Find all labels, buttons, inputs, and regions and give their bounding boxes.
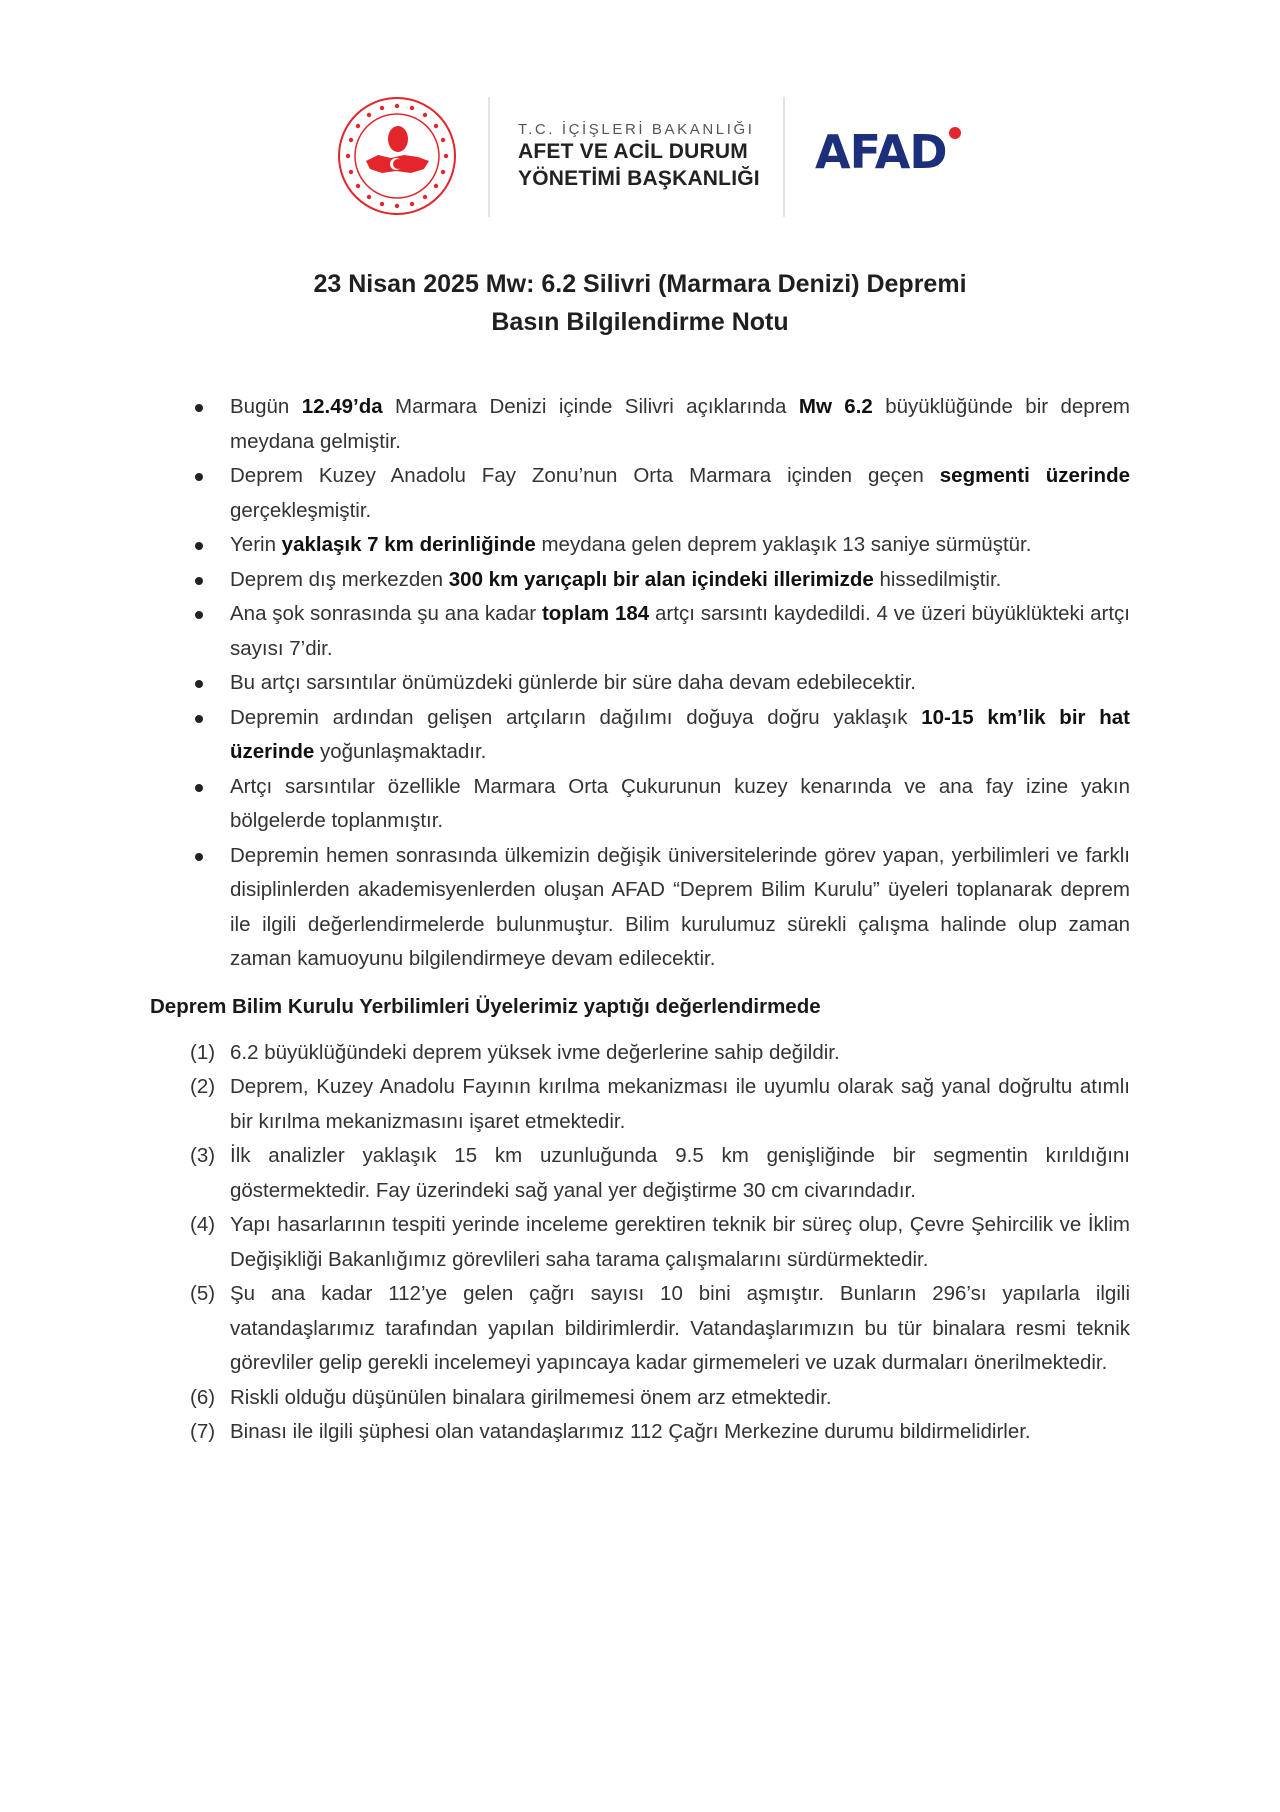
letterhead	[0, 95, 1280, 220]
text: Deprem dış merkezden	[230, 567, 449, 591]
numbered-item	[150, 1208, 1130, 1277]
bullet-dot-icon	[195, 853, 203, 861]
text: Artçı sarsıntılar özellikle Marmara Orta Çukurunun kuzey kenarında ve ana fay izine yakın bölgelerde toplanmıştır.	[230, 774, 1130, 832]
bullet-dot-icon	[195, 715, 203, 723]
title-line-1: 23 Nisan 2025 Mw: 6.2 Silivri (Marmara Denizi) Depremi	[313, 270, 967, 298]
text: Bugün	[230, 395, 302, 418]
bullet-item	[150, 459, 1130, 528]
item-number: (3)	[190, 1144, 216, 1167]
item-number: (6)	[190, 1385, 216, 1409]
text: büyüklüğünde bir deprem meydana gelmiştir.	[230, 395, 1130, 453]
bullet-item	[150, 666, 1130, 701]
text: gerçekleşmiştir.	[230, 498, 372, 522]
bold-text: yaklaşık 7 km derinliğinde	[281, 533, 536, 556]
bullet-item	[150, 597, 1130, 666]
item-text: Şu ana kadar 112’ye gelen çağrı sayısı 10 bini aşmıştır. Bunların 296’sı yapılarla ilgili vatandaşlarımız tarafından yapılan bildirimlerdir. Vatandaşlarımızın bu tür binalara resmi teknik görevliler gelip gerekli incelemeyi yapıncaya kadar girmemeleri ve uzak durmaları önerilmektedir.	[230, 1282, 1130, 1374]
item-text: Yapı hasarlarının tespiti yerinde inceleme gerektiren teknik bir süreç olup, Çevre Şehircilik ve İklim Değişikliği Bakanlığımız görevlileri saha tarama çalışmalarını sürdürmektedir.	[230, 1213, 1130, 1271]
bullet-item	[150, 390, 1130, 459]
bullet-item	[150, 701, 1130, 770]
item-text: Riskli olduğu düşünülen binalara girilmemesi önem arz etmektedir.	[230, 1385, 832, 1409]
text: Yerin	[230, 533, 282, 556]
ministry-emblem-icon	[336, 95, 458, 217]
numbered-item	[150, 1381, 1130, 1416]
bullet-dot-icon	[195, 404, 203, 412]
bullet-item	[150, 839, 1130, 977]
text: artçı sarsıntı kaydedildi. 4 ve üzeri büyüklükteki artçı sayısı 7’dir.	[230, 602, 1130, 660]
item-number: (7)	[190, 1420, 216, 1443]
bullet-dot-icon	[195, 473, 203, 481]
numbered-item	[150, 1070, 1130, 1139]
bullet-item	[150, 770, 1130, 839]
text: Ana şok sonrasında şu ana kadar	[230, 602, 542, 625]
letterhead-divider	[488, 97, 490, 217]
turkish-flag-icon	[949, 127, 961, 139]
afad-logo-text: AFAD	[815, 125, 947, 179]
section-subheading: Deprem Bilim Kurulu Yerbilimleri Üyelerimiz yaptığı değerlendirmede	[150, 994, 821, 1018]
numbered-list	[150, 1036, 1130, 1450]
numbered-item	[150, 1139, 1130, 1208]
text: Marmara Denizi içinde Silivri açıklarında	[382, 395, 799, 418]
bold-text: 10-15 km’lik bir hat üzerinde	[230, 705, 1130, 763]
item-number: (1)	[190, 1040, 216, 1064]
bold-text: Mw 6.2	[798, 395, 873, 418]
text: Depremin hemen sonrasında ülkemizin değişik üniversitelerinde görev yapan, yerbilimleri ve farklı disiplinlerden akademisyenlerden oluşan AFAD “Deprem Bilim Kurulu” üyeleri toplanarak deprem ile ilgili değerlendirmelerde bulunmuştur. Bilim kurulumuz sürekli çalışma halinde olup zaman zaman kamuoyunu bilgilendirmeye devam edilecektir.	[230, 843, 1130, 970]
bullet-dot-icon	[195, 611, 203, 619]
bold-text: 300 km yarıçaplı bir alan içindeki illerimizde	[448, 567, 874, 591]
ministry-line-2: AFET VE ACİL DURUM	[518, 140, 748, 163]
bold-text: 12.49’da	[301, 395, 383, 418]
item-text: 6.2 büyüklüğündeki deprem yüksek ivme değerlerine sahip değildir.	[230, 1040, 840, 1064]
bullet-dot-icon	[195, 577, 203, 585]
bullet-dot-icon	[195, 784, 203, 792]
item-number: (5)	[190, 1282, 216, 1305]
numbered-item	[150, 1277, 1130, 1381]
bullet-list	[150, 390, 1130, 977]
bullet-item	[150, 563, 1130, 598]
text: hissedilmiştir.	[873, 567, 1002, 591]
text: Deprem Kuzey Anadolu Fay Zonu’nun Orta Marmara içinden geçen	[230, 464, 940, 487]
ministry-line-1: T.C. İÇİŞLERİ BAKANLIĞI	[518, 121, 755, 138]
text: meydana gelen deprem yaklaşık 13 saniye sürmüştür.	[535, 533, 1032, 556]
item-text: Deprem, Kuzey Anadolu Fayının kırılma mekanizması ile uyumlu olarak sağ yanal doğrultu atımlı bir kırılma mekanizmasını işaret etmektedir.	[230, 1075, 1130, 1133]
afad-logo	[815, 125, 947, 179]
ministry-line-3: YÖNETİMİ BAŞKANLIĞI	[518, 167, 760, 190]
numbered-item	[150, 1036, 1130, 1071]
text: Depremin ardından gelişen artçıların dağılımı doğuya doğru yaklaşık	[230, 705, 922, 729]
text: yoğunlaşmaktadır.	[314, 740, 487, 763]
ministry-name	[518, 121, 778, 192]
bullet-dot-icon	[195, 542, 203, 550]
text: Bu artçı sarsıntılar önümüzdeki günlerde bir süre daha devam edebilecektir.	[230, 671, 916, 694]
item-number: (4)	[190, 1213, 216, 1236]
item-text: Binası ile ilgili şüphesi olan vatandaşlarımız 112 Çağrı Merkezine durumu bildirmelidirler.	[230, 1420, 1031, 1443]
letterhead-divider	[783, 97, 785, 217]
document-title	[0, 265, 1280, 341]
item-text: İlk analizler yaklaşık 15 km uzunluğunda 9.5 km genişliğinde bir segmentin kırıldığını göstermektedir. Fay üzerindeki sağ yanal yer değiştirme 30 cm civarındadır.	[230, 1144, 1130, 1202]
title-line-2: Basın Bilgilendirme Notu	[491, 308, 789, 336]
bold-text: toplam 184	[541, 602, 650, 625]
bold-text: segmenti üzerinde	[939, 464, 1130, 487]
bullet-item	[150, 528, 1130, 563]
item-number: (2)	[190, 1075, 216, 1098]
document-body	[150, 390, 1130, 1450]
bullet-dot-icon	[195, 680, 203, 688]
numbered-item	[150, 1415, 1130, 1450]
